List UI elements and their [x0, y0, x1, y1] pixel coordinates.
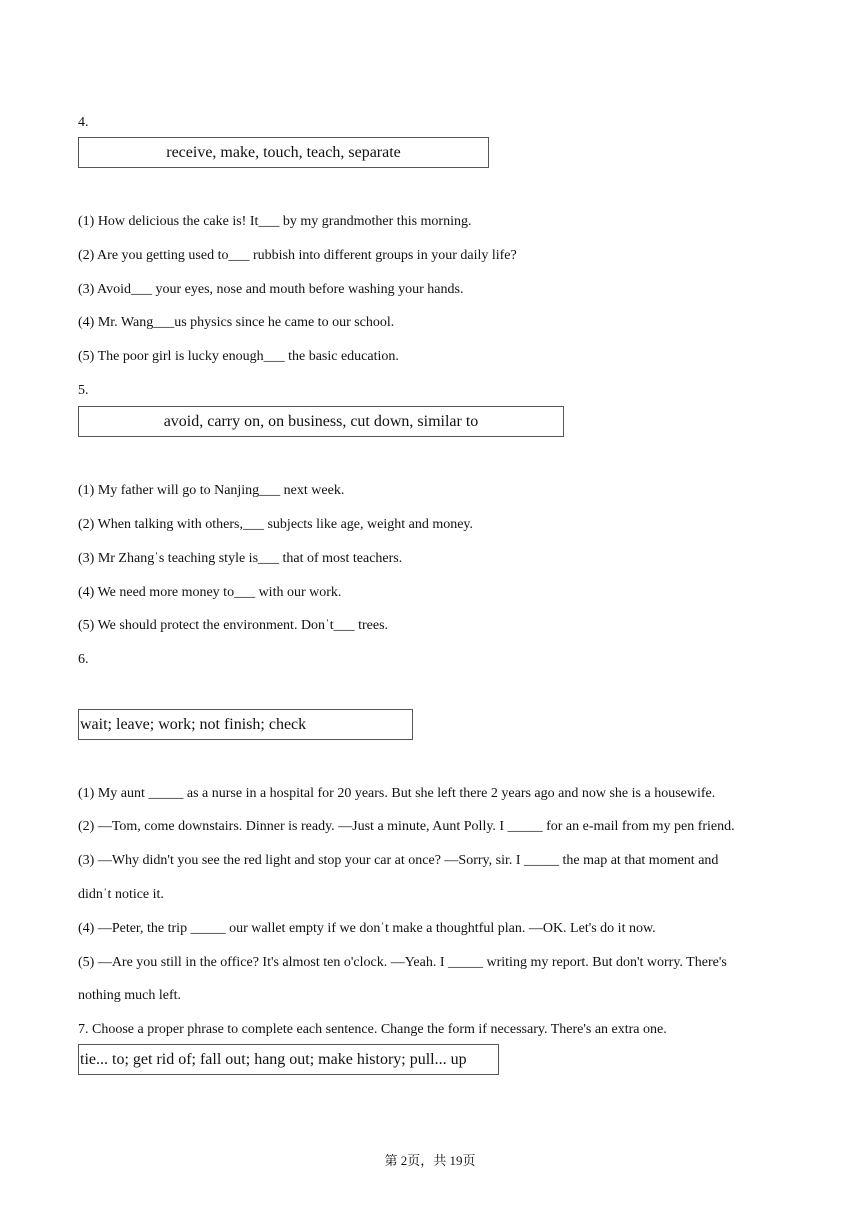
question-5-item-2: (2) When talking with others,___ subjects like age, weight and money. — [78, 517, 474, 532]
question-6-item-3: (3) —Why didn't you see the red light and stop your car at once? —Sorry, sir. I _____ the map at that moment and — [78, 853, 719, 868]
question-6-number: 6. — [78, 652, 89, 667]
question-4-item-3: (3) Avoid___ your eyes, nose and mouth before washing your hands. — [78, 282, 464, 297]
question-7-instruction: 7. Choose a proper phrase to complete each sentence. Change the form if necessary. There's an extra one. — [78, 1022, 667, 1037]
question-6-item-2: (2) —Tom, come downstairs. Dinner is ready. —Just a minute, Aunt Polly. I _____ for an e-mail from my pen friend. — [78, 819, 735, 834]
question-4-number: 4. — [78, 115, 89, 130]
question-5-item-4: (4) We need more money to___ with our work. — [78, 585, 342, 600]
question-5-item-1: (1) My father will go to Nanjing___ next week. — [78, 483, 345, 498]
question-4-item-5: (5) The poor girl is lucky enough___ the basic education. — [78, 349, 399, 364]
question-5-number: 5. — [78, 383, 89, 398]
question-5-word-box: avoid, carry on, on business, cut down, similar to — [78, 406, 564, 437]
question-7-word-box: tie... to; get rid of; fall out; hang out; make history; pull... up — [78, 1044, 499, 1075]
question-4-word-box: receive, make, touch, teach, separate — [78, 137, 489, 168]
question-6-item-1: (1) My aunt _____ as a nurse in a hospital for 20 years. But she left there 2 years ago and now she is a housewife. — [78, 786, 716, 801]
question-6-item-5: (5) —Are you still in the office? It's almost ten o'clock. —Yeah. I _____ writing my report. But don't worry. There's — [78, 955, 727, 970]
question-6-item-5-continued: nothing much left. — [78, 988, 182, 1003]
page-footer: 第 2页，共 19页 — [384, 1153, 476, 1168]
question-5-item-5: (5) We should protect the environment. Donˈt___ trees. — [78, 618, 389, 633]
question-4-item-2: (2) Are you getting used to___ rubbish into different groups in your daily life? — [78, 248, 517, 263]
question-5-item-3: (3) Mr Zhangˈs teaching style is___ that of most teachers. — [78, 551, 403, 566]
question-4-item-4: (4) Mr. Wang___us physics since he came to our school. — [78, 315, 395, 330]
question-4-item-1: (1) How delicious the cake is! It___ by my grandmother this morning. — [78, 214, 472, 229]
question-6-word-box: wait; leave; work; not finish; check — [78, 709, 413, 740]
question-6-item-4: (4) —Peter, the trip _____ our wallet empty if we donˈt make a thoughtful plan. —OK. Let's do it now. — [78, 921, 656, 936]
question-6-item-3-continued: didnˈt notice it. — [78, 887, 164, 902]
